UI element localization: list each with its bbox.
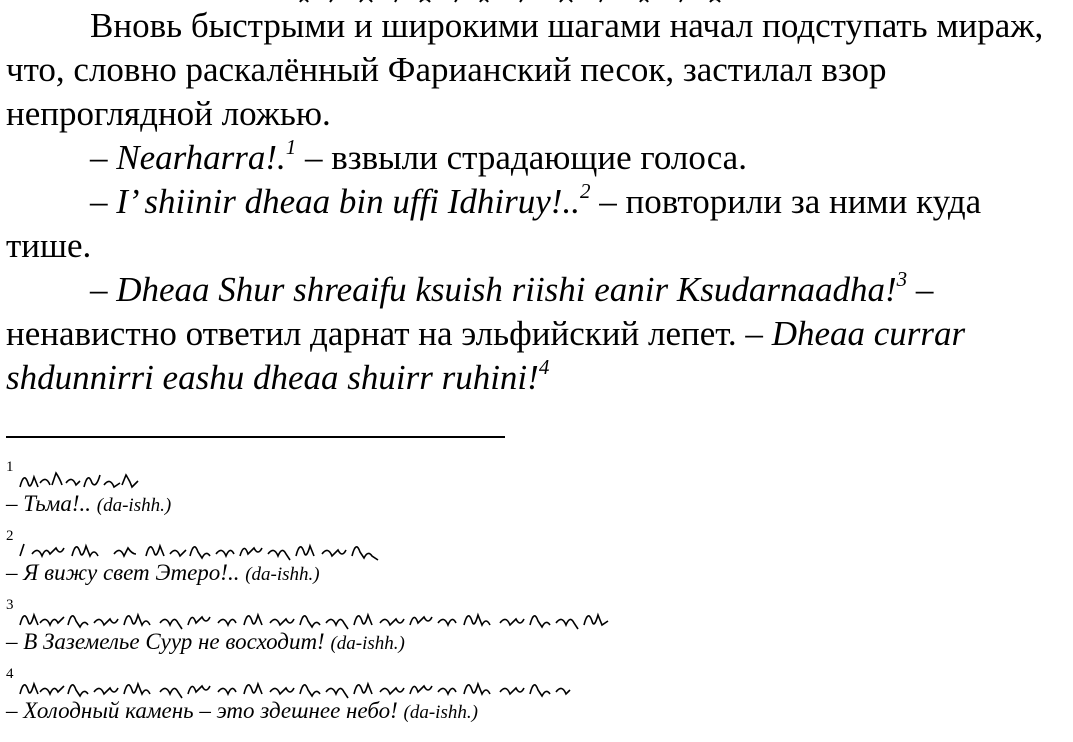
elvish-script-4-icon xyxy=(18,672,578,700)
translation-text: – Холодный камень – это здешнее небо! xyxy=(6,698,404,723)
elvish-phrase-4: Dheaa currar shdunnirri eashu dheaa shuirr ruhini! xyxy=(6,314,966,397)
footnote-ref-4[interactable]: 4 xyxy=(538,355,550,380)
elvish-script-3-icon xyxy=(18,603,614,631)
paragraph-3 xyxy=(6,180,1066,268)
translation-text: – Я вижу свет Этеро!.. xyxy=(6,560,246,585)
translation-text: – Тьма!.. xyxy=(6,491,97,516)
translation-text: – В Заземелье Суур не восходит! xyxy=(6,629,331,654)
footnote-ref-2[interactable]: 2 xyxy=(579,179,591,204)
main-text xyxy=(6,4,1066,400)
paragraph-1 xyxy=(6,4,1066,136)
language-note: (da-ishh.) xyxy=(330,633,405,654)
elvish-phrase-1: – Nearharra!. xyxy=(90,138,286,177)
elvish-phrase-2: – I’ shiinir dheaa bin uffi Idhiruy!.. xyxy=(90,182,580,221)
paragraph-2 xyxy=(6,136,1066,180)
elvish-script-2-icon xyxy=(18,534,390,562)
footnote-2 xyxy=(6,528,1066,597)
language-note: (da-ishh.) xyxy=(403,702,478,723)
footnotes xyxy=(6,459,1066,735)
footnote-number: 3 xyxy=(6,597,14,613)
footnote-ref-1[interactable]: 1 xyxy=(285,135,297,160)
footnote-script-line xyxy=(6,597,1066,633)
footnote-1 xyxy=(6,459,1066,528)
paragraph-1-text: Вновь быстрыми и широкими шагами начал подступать мираж, что, словно раскалённый Фарианский песок, застилал взор непроглядной ложью. xyxy=(6,6,1044,133)
language-note: (da-ishh.) xyxy=(96,495,172,516)
paragraph-2-text: – взвыли страдающие голоса. xyxy=(296,138,747,177)
footnote-number: 4 xyxy=(6,666,14,682)
elvish-phrase-3: – Dheaa Shur shreaifu ksuish riishi eanir Ksudarnaadha! xyxy=(90,270,897,309)
footnote-4 xyxy=(6,666,1066,735)
footnote-ref-3[interactable]: 3 xyxy=(896,267,908,292)
language-note: (da-ishh.) xyxy=(245,564,320,585)
elvish-script-1-icon xyxy=(18,465,143,493)
footnote-number: 1 xyxy=(6,459,14,475)
footnote-number: 2 xyxy=(6,528,14,544)
paragraph-3-text: – повторили за ними куда тише. xyxy=(6,182,982,265)
footnote-script-line xyxy=(6,528,1066,564)
paragraph-4-text: – ненавистно ответил дарнат на эльфийский лепет. – xyxy=(6,270,934,353)
footnote-3 xyxy=(6,597,1066,666)
footnote-script-line xyxy=(6,459,1066,495)
footnote-separator xyxy=(6,436,505,438)
paragraph-4 xyxy=(6,268,1066,400)
footnote-script-line xyxy=(6,666,1066,702)
